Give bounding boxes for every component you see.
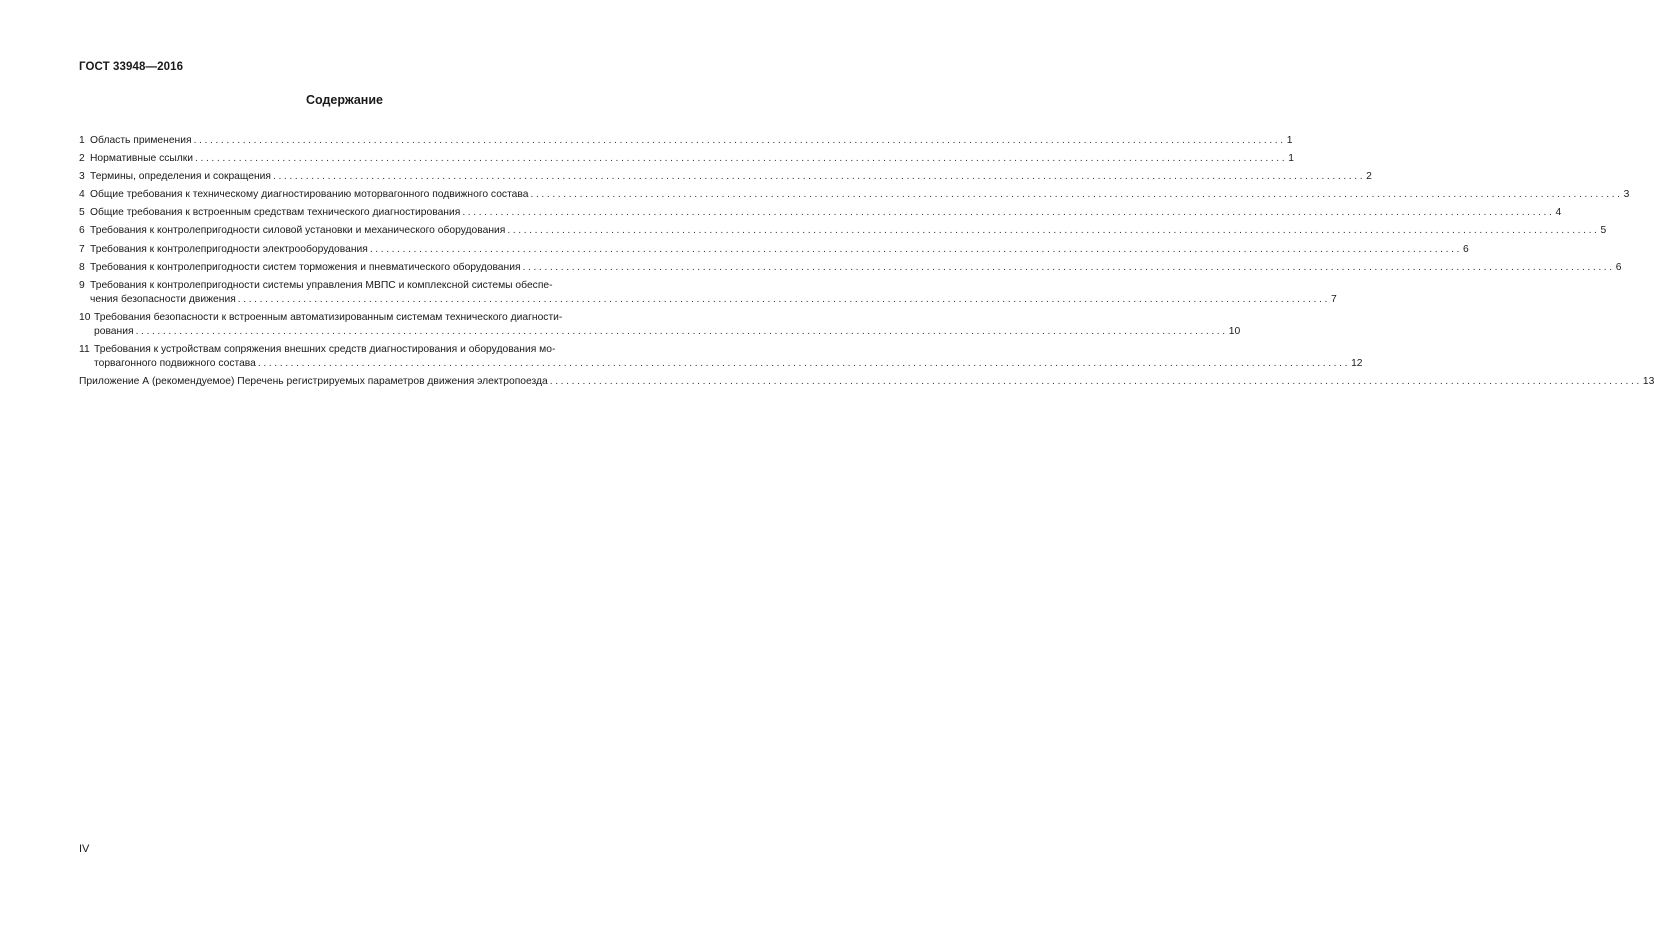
toc-entry-page: 12 xyxy=(1351,357,1363,369)
toc-entry-page: 7 xyxy=(1330,293,1337,305)
toc-entry[interactable] xyxy=(79,311,1241,339)
toc-entry-title-line-2: рования xyxy=(94,325,134,337)
dot-leader: ........................................................................................................................................................................................................ xyxy=(195,153,1288,165)
dot-leader: ........................................................................................................................................................................................................ xyxy=(257,357,1351,369)
toc-entry-title: Требования к контролепригодности силовой установки и механического оборудования xyxy=(90,225,506,237)
toc-entry-page: 2 xyxy=(1366,171,1372,183)
toc-entry-number: 5 xyxy=(79,207,85,219)
toc-entry-page: 13 xyxy=(1642,376,1654,388)
toc-title: Содержание xyxy=(305,93,383,107)
toc-entry-title-line-2: чения безопасности движения xyxy=(90,293,236,305)
toc-entry[interactable] xyxy=(79,188,1630,202)
toc-entry-page: 5 xyxy=(1600,225,1607,237)
toc-entry[interactable] xyxy=(79,206,1562,220)
toc-entry-title: Термины, определения и сокращения xyxy=(90,171,271,183)
toc-entry[interactable] xyxy=(79,243,1469,257)
toc-entry-page: 1 xyxy=(1286,135,1293,146)
toc-entry-title: Требования к контролепригодности электрооборудования xyxy=(90,243,368,255)
toc-entry-number: 2 xyxy=(79,153,85,165)
toc-entry-page: 6 xyxy=(1463,243,1469,255)
toc-entry-number: 1 xyxy=(79,135,85,146)
toc-entry-title: Требования к контролепригодности систем торможения и пневматического оборудования xyxy=(90,261,521,273)
toc-entry-title: Нормативные ссылки xyxy=(90,153,194,165)
dot-leader: ........................................................................................................................................................................................................ xyxy=(507,225,1600,237)
toc-entry-page: 4 xyxy=(1555,207,1562,219)
toc-entry[interactable] xyxy=(79,224,1607,238)
dot-leader: ........................................................................................................................................................................................................ xyxy=(237,293,1330,305)
toc-entry[interactable] xyxy=(79,279,1337,307)
dot-leader: ........................................................................................................................................................................................................ xyxy=(522,261,1615,273)
document-code: ГОСТ 33948—2016 xyxy=(79,61,184,73)
dot-leader: ........................................................................................................................................................................................................ xyxy=(369,243,1463,255)
toc-entry-number: 3 xyxy=(79,171,85,183)
table-of-contents xyxy=(79,134,1654,393)
toc-entry-number: 10 xyxy=(79,311,91,323)
dot-leader: ........................................................................................................................................................................................................ xyxy=(193,135,1286,146)
toc-entry-title-line-1: Требования к устройствам сопряжения внешних средств диагностирования и оборудования мо- xyxy=(94,343,556,355)
toc-entry-number: 11 xyxy=(79,343,90,355)
toc-entry-appendix[interactable] xyxy=(79,375,1654,389)
dot-leader: ........................................................................................................................................................................................................ xyxy=(135,325,1228,337)
toc-entry-title-line-1: Требования к контролепригодности системы управления МВПС и комплексной системы обеспе- xyxy=(90,279,553,291)
dot-leader: ........................................................................................................................................................................................................ xyxy=(549,376,1642,388)
toc-entry-title: Область применения xyxy=(90,135,192,146)
toc-entry[interactable] xyxy=(79,134,1293,148)
toc-entry-page: 10 xyxy=(1228,325,1241,337)
toc-entry-number: 9 xyxy=(79,279,85,291)
toc-entry-title-line-2: торвагонного подвижного состава xyxy=(94,357,256,369)
toc-entry[interactable] xyxy=(79,261,1622,275)
toc-entry[interactable] xyxy=(79,170,1372,184)
page-number: IV xyxy=(79,843,90,855)
toc-entry-page: 6 xyxy=(1615,261,1622,273)
toc-entry-number: 4 xyxy=(79,189,85,201)
toc-entry[interactable] xyxy=(79,152,1294,166)
dot-leader: ........................................................................................................................................................................................................ xyxy=(273,171,1366,183)
toc-entry-title: Общие требования к встроенным средствам технического диагностирования xyxy=(90,207,461,219)
toc-entry-number: 8 xyxy=(79,261,85,273)
toc-entry-title: Общие требования к техническому диагностированию моторвагонного подвижного состава xyxy=(90,189,529,201)
dot-leader: ........................................................................................................................................................................................................ xyxy=(462,207,1555,219)
toc-entry-page: 1 xyxy=(1288,153,1294,165)
toc-entry-number: 6 xyxy=(79,225,85,237)
dot-leader: ........................................................................................................................................................................................................ xyxy=(530,189,1623,201)
toc-entry-number: 7 xyxy=(79,243,85,255)
toc-entry-title-line-1: Требования безопасности к встроенным автоматизированным системам технического диагности- xyxy=(94,311,563,323)
toc-entry-title: Приложение А (рекомендуемое) Перечень регистрируемых параметров движения электропоезда xyxy=(79,376,548,388)
toc-entry-page: 3 xyxy=(1623,189,1630,201)
toc-entry[interactable] xyxy=(79,343,1363,371)
